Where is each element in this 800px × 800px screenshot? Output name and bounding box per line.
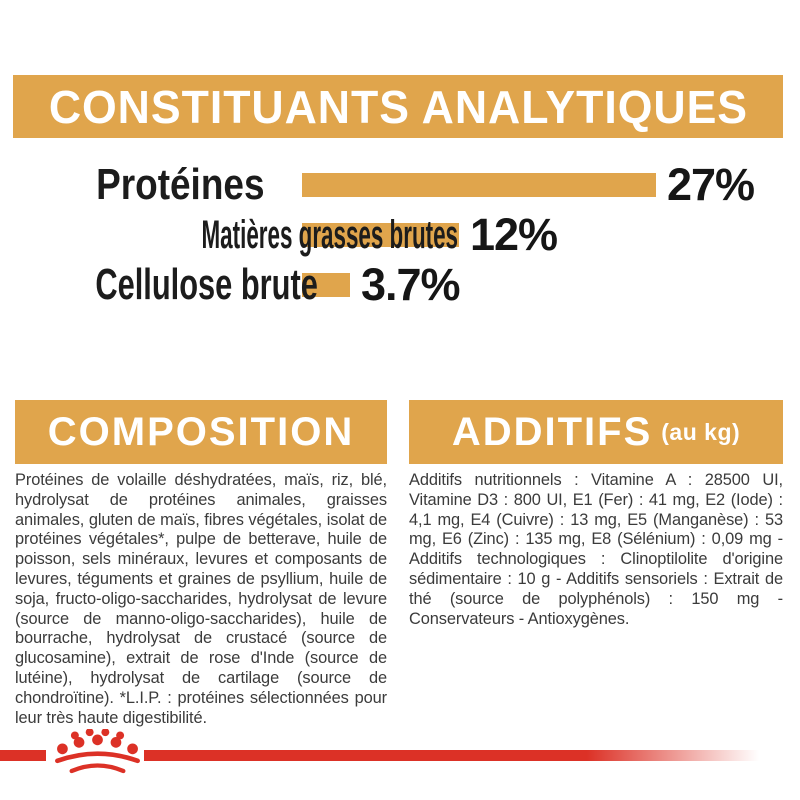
- additives-banner: [409, 400, 783, 464]
- chart-category-cell: [0, 212, 459, 258]
- composition-text: Protéines de volaille déshydratées, maïs, riz, blé, hydrolysat de protéines animales, graisses animales, gluten de maïs, fibres végétales, isolat de protéines végétales*, pulpe de betterave, huile de poisson, sels minéraux, levures et composants de levures, téguments et graines de psyllium, huile de soja, fructo-oligo-saccharides, hydrolysat de levure (source de manno-oligo-saccharides), huile de bourrache, hydrolysat de crustacé (source de glucosamine), extrait de rose d'Inde (source de lutéine), hydrolysat de cartilage (source de chondroïtine). *L.I.P. : protéines sélectionnées pour leur très haute digestibilité.: [15, 471, 387, 727]
- page-title: CONSTITUANTS ANALYTIQUES: [48, 80, 748, 133]
- chart-row: [0, 260, 800, 310]
- chart-value-label: 27%: [667, 159, 755, 210]
- chart-bar: [302, 173, 656, 197]
- chart-value-label: 3.7%: [361, 259, 460, 310]
- chart-category-cell: [0, 260, 318, 310]
- red-rule-right: [144, 750, 759, 761]
- composition-banner: [15, 400, 387, 464]
- additives-text: Additifs nutritionnels : Vitamine A : 28500 UI, Vitamine D3 : 800 UI, E1 (Fer) : 41 mg, E2 (Iode) : 4,1 mg, E4 (Cuivre) : 13 mg, E5 (Manganèse) : 53 mg, E6 (Zinc) : 135 mg, E8 (Sélénium) : 0,09 mg - Additifs technologiques : Clinoptilolite d'origine sédimentaire : 10 g - Additifs sensoriels : Extrait de thé (source de polyphénols) : 150 mg - Conservateurs - Antioxygènes.: [409, 471, 783, 628]
- chart-category-label: Protéines: [96, 160, 265, 209]
- composition-title: COMPOSITION: [47, 409, 355, 454]
- chart-row: [0, 160, 800, 210]
- additives-title-suffix: (au kg): [661, 418, 741, 445]
- chart-row: [0, 210, 800, 260]
- analytical-constituents-banner: [13, 75, 783, 138]
- chart-category-label: Matières grasses brutes: [201, 212, 459, 257]
- composition-section: [15, 400, 387, 728]
- royal-canin-crown-logo-icon: [51, 729, 144, 777]
- chart-category-cell: [0, 160, 265, 210]
- additives-title: ADDITIFS: [451, 409, 653, 454]
- additives-section: [409, 400, 783, 629]
- analytical-constituents-chart: [0, 160, 800, 315]
- red-rule-left: [0, 750, 46, 761]
- chart-category-label: Cellulose brute: [95, 260, 318, 309]
- chart-value-label: 12%: [470, 209, 558, 260]
